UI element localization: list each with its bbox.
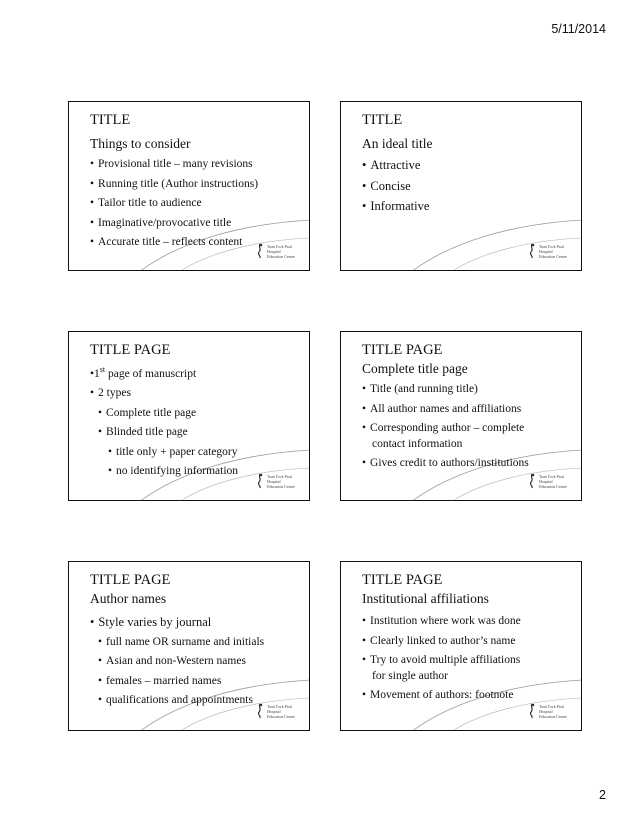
list-item-continuation: for single author — [372, 669, 449, 682]
slide-title: TITLE — [90, 112, 131, 128]
list-item: • Tailor title to audience — [90, 197, 202, 209]
list-item: •1st page of manuscript — [90, 365, 197, 380]
list-item: • All author names and affiliations — [362, 402, 522, 415]
list-item: • Running title (Author instructions) — [90, 177, 259, 190]
list-item: • Concise — [362, 178, 411, 193]
slide-subtitle: Author names — [90, 591, 167, 606]
list-item: • full name OR surname and initials — [98, 635, 265, 648]
list-item: • Complete title page — [98, 406, 197, 419]
list-item: • qualifications and appointments — [98, 694, 253, 706]
hospital-logo: Taan Tock Paul Hospital Education Centre — [255, 701, 301, 723]
slide-subtitle: Things to consider — [90, 136, 191, 151]
logo-figure-icon — [527, 703, 537, 719]
list-item: • Institution where work was done — [362, 615, 521, 627]
list-item: • no identifying information — [108, 465, 239, 478]
slide-title-ideal-title — [340, 101, 582, 271]
slide-author-names — [68, 561, 310, 731]
list-item: • Gives credit to authors/institutions — [362, 457, 529, 469]
logo-figure-icon — [255, 473, 265, 489]
slide-title: TITLE PAGE — [362, 572, 443, 588]
list-item: • Style varies by journal — [90, 615, 212, 629]
slide-complete-title-page — [340, 331, 582, 501]
hospital-logo: Taan Tock Paul Hospital Education Centre — [527, 241, 573, 263]
slide-subtitle: Complete title page — [362, 361, 468, 376]
slide-title: TITLE PAGE — [362, 342, 443, 358]
slide-title: TITLE PAGE — [90, 342, 171, 358]
slide-subtitle: An ideal title — [362, 136, 433, 151]
slide-title: TITLE — [362, 112, 403, 128]
list-item: • Provisional title – many revisions — [90, 158, 253, 170]
logo-figure-icon — [255, 243, 265, 259]
list-item: • Corresponding author – complete — [362, 422, 525, 434]
header-date: 5/11/2014 — [551, 22, 606, 36]
logo-figure-icon — [527, 473, 537, 489]
hospital-logo: Taan Tock Paul Hospital Education Centre — [527, 701, 573, 723]
list-item: • title only + paper category — [108, 445, 238, 458]
hospital-logo: Taan Tock Paul Hospital Education Centre — [255, 241, 301, 263]
page-number: 2 — [599, 788, 606, 802]
list-item: • Informative — [362, 199, 430, 213]
list-item: • Imaginative/provocative title — [90, 216, 232, 229]
list-item: • Try to avoid multiple affiliations — [362, 654, 521, 666]
logo-figure-icon — [527, 243, 537, 259]
logo-figure-icon — [255, 703, 265, 719]
list-item: • Clearly linked to author’s name — [362, 634, 516, 647]
hospital-logo: Taan Tock Paul Hospital Education Centre — [527, 471, 573, 493]
slide-title-page-types — [68, 331, 310, 501]
slide-title: TITLE PAGE — [90, 572, 171, 588]
list-item: • Attractive — [362, 158, 421, 172]
hospital-logo: Taan Tock Paul Hospital Education Centre — [255, 471, 301, 493]
list-item-continuation: contact information — [372, 437, 463, 450]
slide-institutional-affiliations — [340, 561, 582, 731]
list-item: • 2 types — [90, 387, 131, 400]
list-item: • females – married names — [98, 674, 222, 687]
list-item: • Accurate title – reflects content — [90, 236, 243, 248]
slide-title-things-to-consider — [68, 101, 310, 271]
list-item: • Title (and running title) — [362, 383, 478, 395]
slide-subtitle: Institutional affiliations — [362, 591, 489, 606]
list-item: • Movement of authors: footnote — [362, 689, 514, 701]
list-item: • Asian and non-Western names — [98, 655, 246, 667]
list-item: • Blinded title page — [98, 426, 188, 439]
